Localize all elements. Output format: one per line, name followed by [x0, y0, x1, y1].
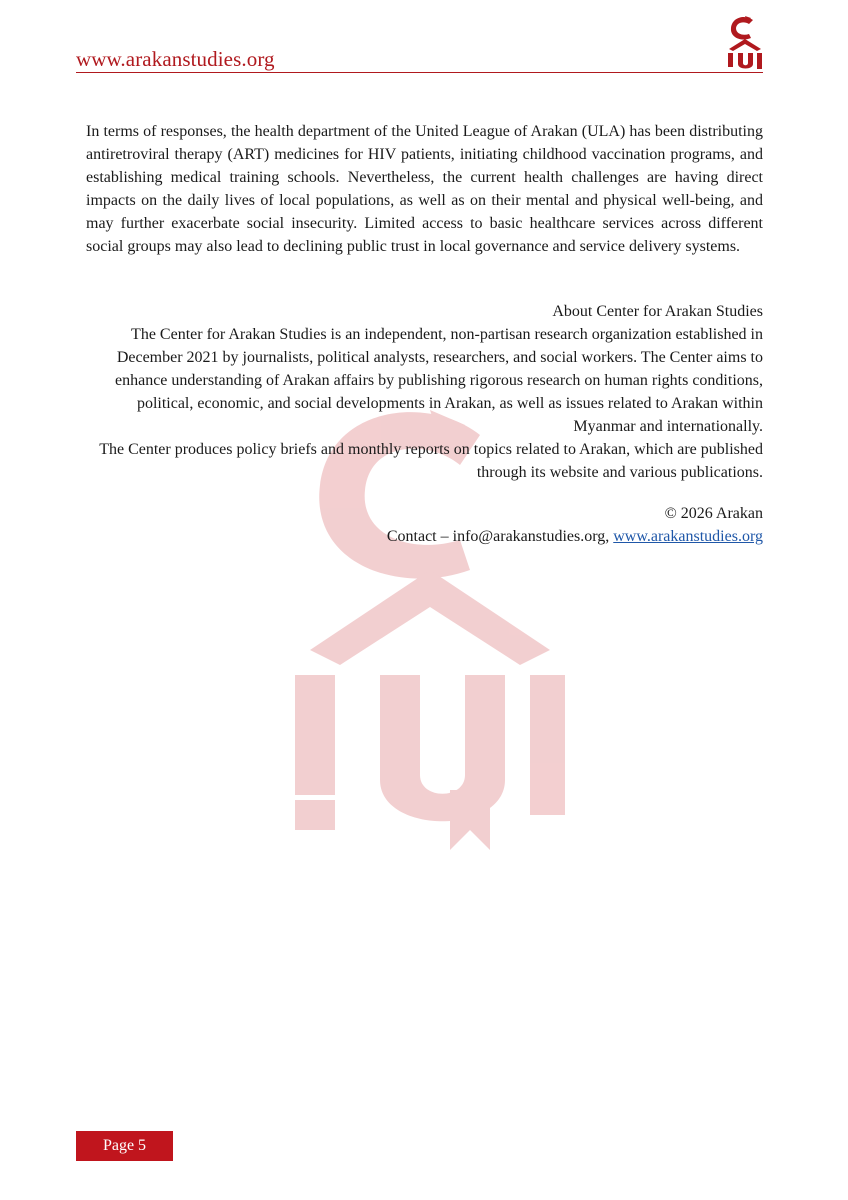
contact-line: [86, 525, 763, 548]
header-divider: [76, 72, 763, 73]
about-heading: About Center for Arakan Studies: [552, 303, 763, 320]
copyright-block: [86, 502, 763, 548]
about-section: [86, 300, 763, 484]
header-website-url: www.arakanstudies.org: [76, 47, 275, 71]
copyright-text: © 2026 Arakan: [664, 505, 763, 522]
about-paragraph-2: The Center produces policy briefs and monthly reports on topics related to Arakan, which are published through its website and various publications.: [99, 441, 763, 481]
cas-logo-icon: [727, 13, 763, 69]
about-paragraph-1: The Center for Arakan Studies is an independent, non-partisan research organization established in December 2021 by journalists, political analysts, researchers, and social workers. The Center aims to enhance understanding of Arakan affairs by publishing rigorous research on human rights conditions, political, economic, and social developments in Arakan, as well as issues related to Arakan within Myanmar and internationally.: [115, 326, 763, 435]
contact-text: Contact – info@arakanstudies.org,: [386, 528, 614, 545]
website-link[interactable]: www.arakanstudies.org: [613, 528, 763, 545]
page-number-badge: Page 5: [76, 1131, 173, 1161]
body-paragraph: In terms of responses, the health department of the United League of Arakan (ULA) has been distributing antiretroviral therapy (ART) medicines for HIV patients, initiating childhood vaccination programs, and establishing medical training schools. Nevertheless, the current health challenges are having direct impacts on the daily lives of local populations, as well as on their mental and physical well-being, and may further exacerbate social insecurity. Limited access to basic healthcare services across different social groups may also lead to declining public trust in local governance and service delivery systems.: [86, 123, 763, 255]
